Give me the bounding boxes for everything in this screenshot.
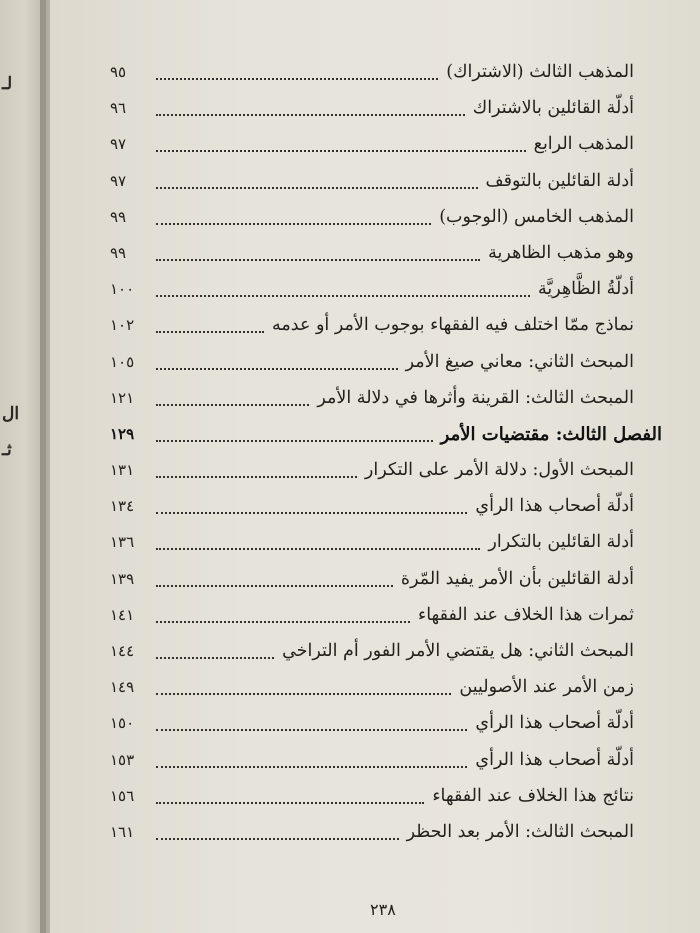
toc-entry-page: ١٢١ [110, 388, 135, 407]
toc-entry [110, 746, 662, 782]
page-number: ٢٣٨ [370, 900, 396, 919]
toc-entry [110, 58, 662, 94]
toc-entry [110, 565, 662, 601]
toc-entry-title: المذهب الرابع [533, 134, 634, 155]
toc-entry-page: ١٠٢ [110, 316, 135, 335]
dot-leader [156, 150, 526, 152]
left-page-fragment: ثـ [2, 440, 12, 460]
toc-entry-title: وهو مذهب الظاهرية [488, 242, 634, 263]
toc-entry-title: زمن الأمر عند الأصوليين [459, 677, 634, 698]
toc-entry-page: ١٤٩ [110, 678, 135, 697]
dot-leader [156, 259, 480, 261]
book-page [50, 0, 700, 933]
dot-leader [156, 802, 424, 804]
toc-entry-page: ١٦١ [110, 822, 135, 841]
toc-entry-title: أدلّةُ الظَّاهِريَّة [538, 279, 634, 300]
toc-entry [110, 818, 662, 854]
toc-entry [110, 782, 662, 818]
dot-leader [156, 331, 264, 333]
toc-entry-page: ١٣٩ [110, 569, 135, 588]
toc-entry [110, 637, 662, 673]
toc-entry-page: ٩٧ [110, 135, 127, 154]
dot-leader [156, 548, 480, 550]
toc-entry-title: أدلة القائلين بالتوقف [485, 170, 634, 191]
toc-entry-title: المبحث الثاني: معاني صيغ الأمر [405, 351, 634, 372]
toc-entry [110, 275, 662, 311]
dot-leader [156, 440, 433, 442]
dot-leader [156, 766, 467, 768]
toc-entry-page: ١٢٩ [110, 424, 135, 443]
toc-entry [110, 673, 662, 709]
toc-entry [110, 709, 662, 745]
dot-leader [156, 621, 410, 623]
toc-entry-page: ١٣١ [110, 461, 135, 480]
dot-leader [156, 223, 431, 225]
toc-entry-page: ١٥٦ [110, 786, 135, 805]
toc-entry-title: أدلّة أصحاب هذا الرأي [475, 749, 634, 770]
dot-leader [156, 585, 393, 587]
left-page-fragment: لـ [2, 74, 13, 94]
toc-entry-title: نماذج ممّا اختلف فيه الفقهاء بوجوب الأمر أو عدمه [272, 315, 634, 336]
toc-entry [110, 492, 662, 528]
toc-entry-title: أدلة القائلين بأن الأمر يفيد المّرة [400, 568, 634, 589]
toc-entry [110, 239, 662, 275]
dot-leader [156, 838, 399, 840]
toc-entry-page: ١٥٣ [110, 750, 135, 769]
dot-leader [156, 729, 467, 731]
toc-entry-title: أدلّة القائلين بالاشتراك [472, 98, 634, 119]
dot-leader [156, 657, 274, 659]
toc-entry [110, 203, 662, 239]
toc-entry-title: المبحث الثالث: القرينة وأثرها في دلالة الأمر [317, 387, 634, 408]
toc-entry-page: ١٤٤ [110, 642, 135, 660]
toc-entry-page: ١٣٦ [110, 533, 135, 552]
toc-entry [110, 130, 662, 166]
toc-entry-page: ٩٩ [110, 207, 127, 226]
toc-entry-page: ١٤١ [110, 605, 135, 624]
toc-chapter-heading [110, 420, 662, 456]
toc-entry-title: المبحث الثالث: الأمر بعد الحظر [406, 821, 634, 842]
toc-entry-title: المذهب الخامس (الوجوب) [439, 206, 634, 227]
dot-leader [156, 78, 438, 80]
toc-entry [110, 348, 662, 384]
toc-entry-title: أدلة القائلين بالتكرار [488, 532, 634, 553]
dot-leader [156, 404, 309, 406]
toc-entry [110, 601, 662, 637]
toc-entry-page: ٩٧ [110, 171, 127, 190]
toc-entry-title: الفصل الثالث: مقتضيات الأمر [440, 423, 662, 445]
toc-entry [110, 384, 662, 420]
toc-entry [110, 94, 662, 130]
toc-entry-title: أدلّة أصحاب هذا الرأي [475, 713, 634, 734]
toc-entry-title: نتائج هذا الخلاف عند الفقهاء [432, 785, 634, 806]
dot-leader [156, 693, 451, 695]
toc-entry-page: ٩٩ [110, 243, 127, 262]
toc-entry-page: ٩٦ [110, 99, 127, 118]
toc-entry-title: المذهب الثالث (الاشتراك) [446, 62, 634, 82]
toc-entry-page: ١٠٠ [110, 280, 135, 299]
toc-entry-title: ثمرات هذا الخلاف عند الفقهاء [417, 604, 634, 625]
left-page-fragment: ال [2, 404, 20, 424]
table-of-contents [110, 58, 662, 854]
toc-entry [110, 456, 662, 492]
toc-entry [110, 311, 662, 347]
toc-entry-page: ١٠٥ [110, 352, 135, 371]
dot-leader [156, 476, 357, 478]
toc-entry-page: ٩٥ [110, 63, 127, 81]
dot-leader [156, 295, 530, 297]
toc-entry [110, 167, 662, 203]
toc-entry-title: المبحث الثاني: هل يقتضي الأمر الفور أم التراخي [282, 641, 634, 661]
toc-entry-title: أدلّة أصحاب هذا الرأي [475, 496, 634, 517]
dot-leader [156, 368, 398, 370]
dot-leader [156, 114, 465, 116]
toc-entry-title: المبحث الأول: دلالة الأمر على التكرار [364, 460, 634, 481]
toc-entry-page: ١٥٠ [110, 714, 135, 733]
toc-entry [110, 528, 662, 564]
dot-leader [156, 512, 467, 514]
toc-entry-page: ١٣٤ [110, 497, 135, 516]
dot-leader [156, 187, 478, 189]
